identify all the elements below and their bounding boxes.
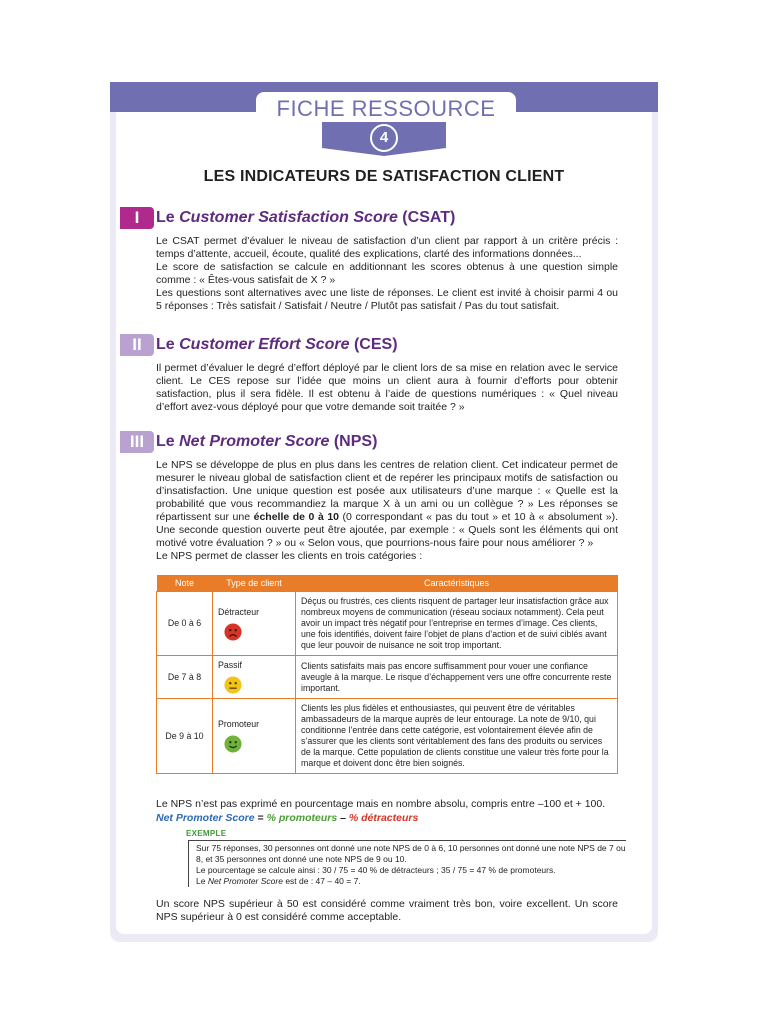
csat-text: Le CSAT permet d’évaluer le niveau de satisfaction d’un client par rapport à un critère précis : temps d’attente, accueil, écoute, qualité des explications, clarté des informations données... Le score de satisfaction se calcule en additionnant les scores obtenus à une question simple comme : « Êtes-vous satisfait de X ? » Les questions sont alternatives avec une liste de réponses. Le client est invité à choisir parmi 4 ou 5 réponses : Très satisfait / Satisfait / Neutre / Plutôt pas satisfait / Pas du tout satisfait. [156, 235, 618, 312]
note-range: De 7 à 8 [157, 656, 213, 699]
table-header: Type de client [213, 575, 296, 592]
table-row [157, 699, 618, 774]
nps-formula: Net Promoter Score = % promoteurs – % détracteurs [156, 812, 419, 824]
client-type: Passif [218, 660, 242, 670]
resource-sheet [110, 82, 658, 942]
sad-face-icon [224, 623, 242, 641]
characteristics: Déçus ou frustrés, ces clients risquent de partager leur insatisfaction grâce aux nombreux moyens de communication (réseau sociaux notamment). Cela peut avoir un impact très négatif pour l’entreprise en termes d’image. Ces clients, une fois identifiés, doivent faire l’objet de plans d’action et de suivi ciblés avant que leur pouvoir de nuisance ne soit trop important. [296, 592, 618, 656]
conclusion-text: Un score NPS supérieur à 50 est considéré comme vraiment très bon, voire excellent. Un score NPS supérieur à 0 est considéré comme acceptable. [156, 898, 618, 923]
note-range: De 0 à 6 [157, 592, 213, 656]
example-label: EXEMPLE [186, 829, 227, 838]
section-title: Le Customer Satisfaction Score (CSAT) [156, 209, 456, 226]
example-box: Sur 75 réponses, 30 personnes ont donné une note NPS de 0 à 6, 10 personnes ont donné une note NPS de 7 ou 8, et 35 personnes ont donné une note NPS de 9 ou 10. Le pourcentage se calcule ainsi : 30 / 75 = 40 % de détracteurs ; 35 / 75 = 47 % de promoteurs. Le Net Promoter Score est de : 47 – 40 = 7. [188, 840, 626, 887]
section-number: III [120, 431, 154, 453]
characteristics: Clients satisfaits mais pas encore suffisamment pour vouer une confiance aveugle à la marque. Le risque d’échappement vers une offre concurrente reste important. [296, 656, 618, 699]
nps-note: Le NPS n’est pas exprimé en pourcentage mais en nombre absolu, compris entre –100 et + 100. [156, 798, 606, 810]
nps-category-table [156, 575, 618, 774]
section-number: II [120, 334, 154, 356]
title-tab [256, 92, 516, 126]
sheet-title: FICHE RESSOURCE [276, 96, 496, 121]
note-range: De 9 à 10 [157, 699, 213, 774]
happy-face-icon [224, 735, 242, 753]
table-row [157, 592, 618, 656]
section-title: Le Customer Effort Score (CES) [156, 336, 398, 353]
characteristics: Clients les plus fidèles et enthousiastes, qui peuvent être de véritables ambassadeurs de la marque auprès de leur entourage. La note de 9/10, qui conditionne l’entrée dans cette catégorie, est volontairement élevée afin de s’assurer que les clients sont véritablement des fans des produits ou services de la marque. Cette population de clients constitue une valeur très forte pour la marque et doivent donc être bien soignés. [296, 699, 618, 774]
table-header: Caractéristiques [296, 575, 618, 592]
table-row [157, 656, 618, 699]
client-type: Détracteur [218, 606, 260, 617]
nps-text: Le NPS se développe de plus en plus dans les centres de relation client. Cet indicateur permet de mesurer le niveau global de satisfaction client et de repérer les principaux motifs de satisfaction ou d’insatisfaction. Une unique question est posée aux utilisateurs d’une marque : « Quelle est la probabilité que vous recommandiez la marque X à un ami ou un collègue ? » Les réponses se répartissent sur une échelle de 0 à 10 (0 correspondant « pas du tout » et 10 à « absolument »). Une seconde question ouverte peut être ajoutée, par exemple : « Quels sont les éléments qui ont motivé votre évaluation ? » ou « Selon vous, que pourrions-nous faire pour nous améliorer ? » Le NPS permet de classer les clients en trois catégories : [156, 459, 619, 562]
page-title: LES INDICATEURS DE SATISFACTION CLIENT [203, 168, 565, 185]
section-title: Le Net Promoter Score (NPS) [156, 433, 378, 450]
sheet-number: 4 [370, 124, 398, 152]
neutral-face-icon [224, 676, 242, 694]
client-type: Promoteur [218, 719, 260, 729]
number-ribbon [322, 122, 446, 156]
ces-text: Il permet d’évaluer le degré d’effort déployé par le client lors de sa mise en relation avec le service client. Le CES repose sur l’idée que moins un client aura à fournir d’efforts pour obtenir satisfaction, plus il sera fidèle. Il est obtenu à l’aide de questions numériques : « Quel niveau d’effort avez-vous déployé pour que votre demande soit traitée ? » [156, 362, 618, 413]
section-number: I [120, 207, 154, 229]
table-header: Note [157, 575, 213, 592]
